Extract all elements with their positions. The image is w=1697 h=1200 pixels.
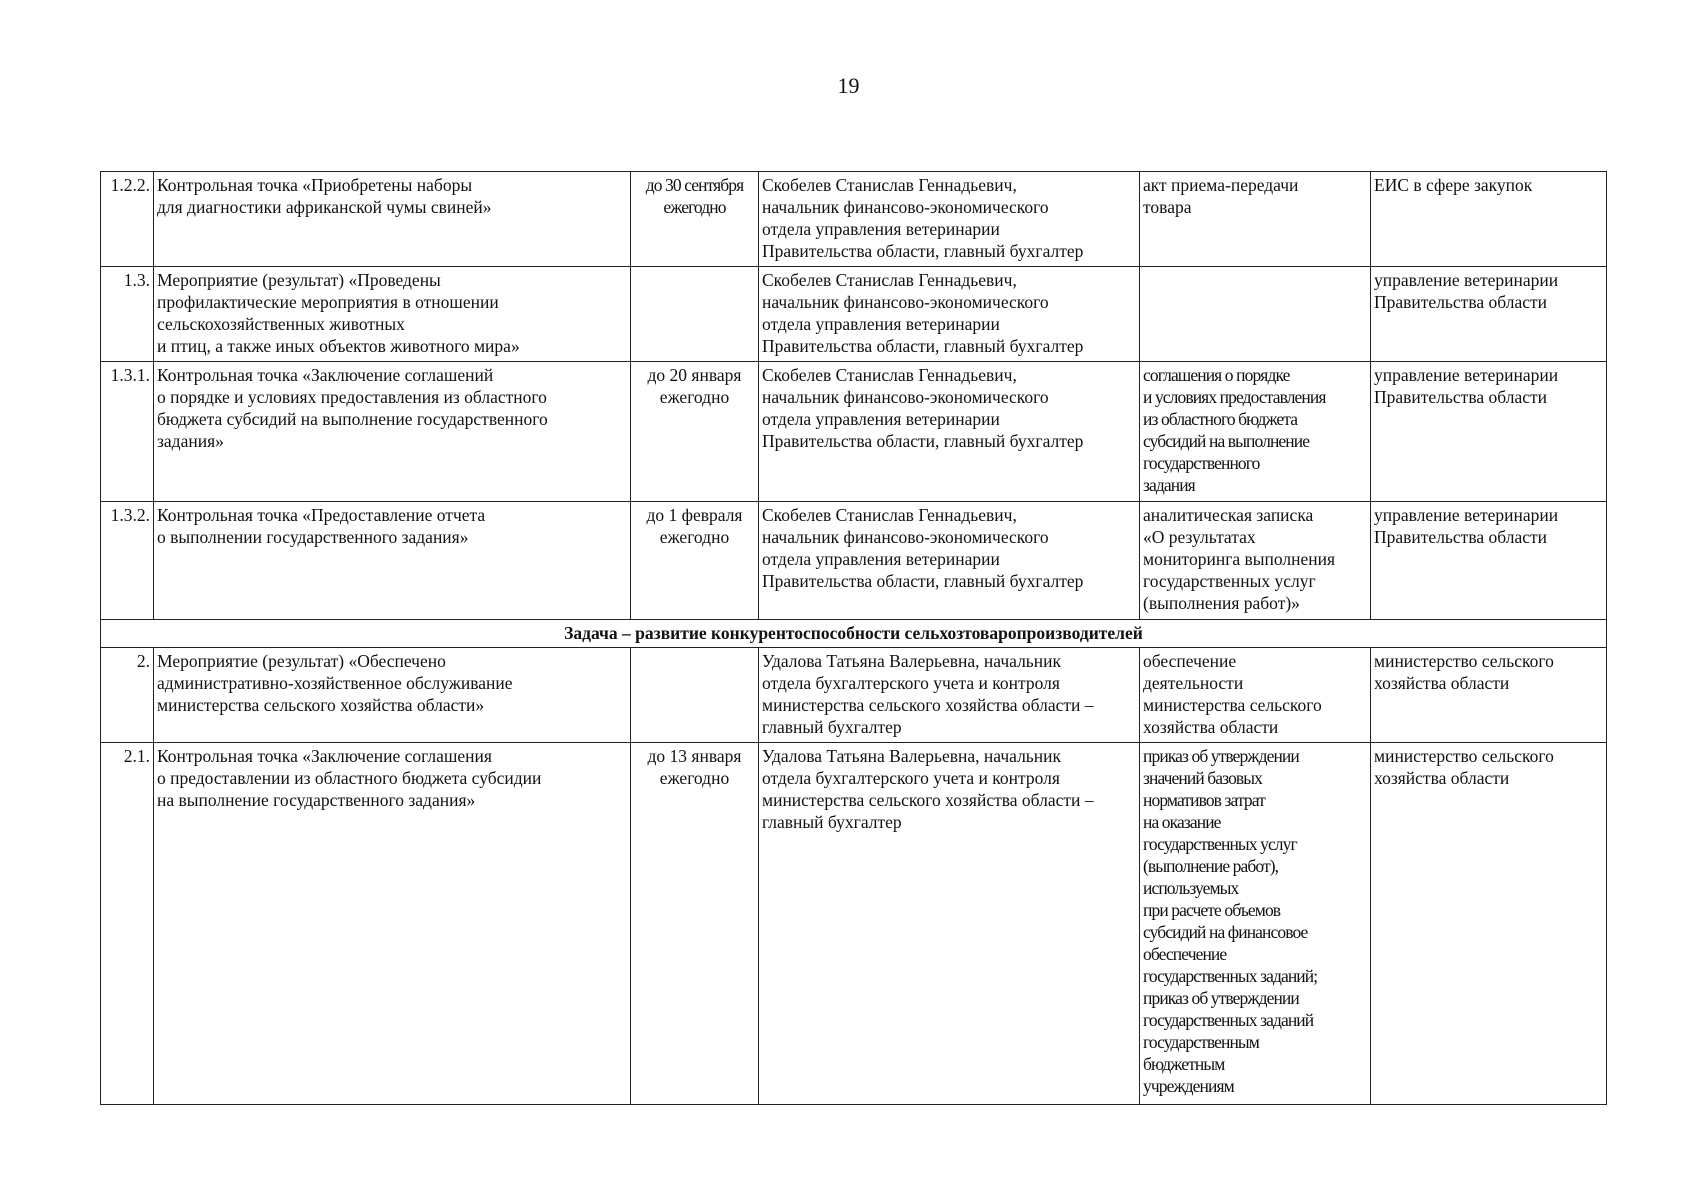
table-row <box>101 648 1607 743</box>
row-number: 2.1. <box>101 743 154 1105</box>
row-number: 1.3. <box>101 267 154 362</box>
row-system: управление ветеринарии Правительства области <box>1371 362 1607 502</box>
row-number: 2. <box>101 648 154 743</box>
table-row <box>101 362 1607 502</box>
row-name: Контрольная точка «Приобретены наборы для диагностики африканской чумы свиней» <box>154 172 631 267</box>
row-responsible: Скобелев Станислав Геннадьевич, начальник финансово-экономического отдела управления ветеринарии Правительства области, главный бухгалтер <box>759 362 1140 502</box>
row-name: Контрольная точка «Заключение соглашений о порядке и условиях предоставления из областного бюджета субсидий на выполнение государственного задания» <box>154 362 631 502</box>
row-document: приказ об утверждении значений базовых нормативов затрат на оказание государственных услуг (выполнение работ), используемых при расчете объемов субсидий на финансовое обеспечение государственных заданий; приказ об утверждении государственных заданий государственным бюджетным учреждениям <box>1140 743 1371 1105</box>
row-document: аналитическая записка «О результатах мониторинга выполнения государственных услуг (выполнения работ)» <box>1140 502 1371 620</box>
table-row <box>101 743 1607 1105</box>
table-row <box>101 502 1607 620</box>
row-system: министерство сельского хозяйства области <box>1371 743 1607 1105</box>
row-term: до 13 января ежегодно <box>631 743 759 1105</box>
task-heading: Задача – развитие конкурентоспособности сельхозтоваропроизводителей <box>101 620 1607 648</box>
row-system: ЕИС в сфере закупок <box>1371 172 1607 267</box>
row-responsible: Скобелев Станислав Геннадьевич, начальник финансово-экономического отдела управления ветеринарии Правительства области, главный бухгалтер <box>759 172 1140 267</box>
row-responsible: Скобелев Станислав Геннадьевич, начальник финансово-экономического отдела управления ветеринарии Правительства области, главный бухгалтер <box>759 267 1140 362</box>
row-system: министерство сельского хозяйства области <box>1371 648 1607 743</box>
row-name: Мероприятие (результат) «Проведены профилактические мероприятия в отношении сельскохозяйственных животных и птиц, а также иных объектов животного мира» <box>154 267 631 362</box>
row-term: до 1 февраля ежегодно <box>631 502 759 620</box>
row-document: обеспечение деятельности министерства сельского хозяйства области <box>1140 648 1371 743</box>
plan-table <box>100 171 1607 1105</box>
page-number: 19 <box>837 73 860 98</box>
row-term <box>631 648 759 743</box>
row-number: 1.3.1. <box>101 362 154 502</box>
row-term <box>631 267 759 362</box>
row-responsible: Скобелев Станислав Геннадьевич, начальник финансово-экономического отдела управления ветеринарии Правительства области, главный бухгалтер <box>759 502 1140 620</box>
row-number: 1.3.2. <box>101 502 154 620</box>
row-number: 1.2.2. <box>101 172 154 267</box>
row-responsible: Удалова Татьяна Валерьевна, начальник отдела бухгалтерского учета и контроля министерства сельского хозяйства области – главный бухгалтер <box>759 743 1140 1105</box>
table-row <box>101 267 1607 362</box>
row-system: управление ветеринарии Правительства области <box>1371 267 1607 362</box>
row-name: Мероприятие (результат) «Обеспечено административно-хозяйственное обслуживание министерства сельского хозяйства области» <box>154 648 631 743</box>
row-term: до 30 сентября ежегодно <box>631 172 759 267</box>
task-row <box>101 620 1607 648</box>
row-document <box>1140 267 1371 362</box>
row-name: Контрольная точка «Предоставление отчета о выполнении государственного задания» <box>154 502 631 620</box>
row-term: до 20 января ежегодно <box>631 362 759 502</box>
row-system: управление ветеринарии Правительства области <box>1371 502 1607 620</box>
table-row <box>101 172 1607 267</box>
row-name: Контрольная точка «Заключение соглашения о предоставлении из областного бюджета субсидии на выполнение государственного задания» <box>154 743 631 1105</box>
row-document: акт приема-передачи товара <box>1140 172 1371 267</box>
row-responsible: Удалова Татьяна Валерьевна, начальник отдела бухгалтерского учета и контроля министерства сельского хозяйства области – главный бухгалтер <box>759 648 1140 743</box>
row-document: соглашения о порядке и условиях предоставления из областного бюджета субсидий на выполнение государственного задания <box>1140 362 1371 502</box>
